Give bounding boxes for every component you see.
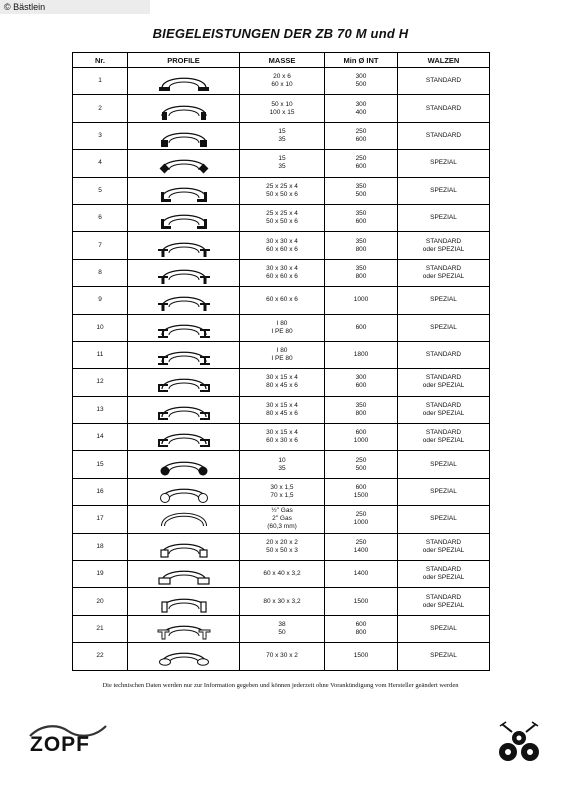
- walzen-cell: [398, 533, 490, 560]
- table-header-row: [73, 53, 490, 68]
- profile-cell: [128, 561, 240, 588]
- walzen-cell-line: STANDARD: [425, 237, 462, 245]
- min-int-cell: [325, 122, 398, 149]
- walzen-cell-line: STANDARD: [425, 77, 462, 85]
- masse-cell-line: 30 x 30 x 4: [266, 264, 298, 272]
- square-tube-icon: [153, 536, 215, 558]
- tee-profile-icon: [153, 289, 215, 311]
- profile-cell: [128, 259, 240, 286]
- min-int-cell: [325, 533, 398, 560]
- masse-cell-line: 50 x 50 x 3: [266, 546, 298, 554]
- walzen-cell-line: oder SPEZIAL: [422, 601, 465, 609]
- walzen-cell: [398, 287, 490, 314]
- channel-profile-icon: [153, 399, 215, 421]
- min-int-cell: [325, 561, 398, 588]
- masse-cell-line: 50 x 10: [271, 100, 293, 108]
- min-int-cell-line: 800: [355, 272, 367, 280]
- profile-cell: [128, 122, 240, 149]
- walzen-cell-line: STANDARD: [425, 374, 462, 382]
- walzen-cell: [398, 451, 490, 478]
- masse-cell-line: 60 x 60 x 6: [266, 245, 298, 253]
- walzen-cell: [398, 396, 490, 423]
- profile-cell: [128, 615, 240, 642]
- walzen-cell-line: SPEZIAL: [430, 186, 457, 194]
- profile-cell: [128, 478, 240, 505]
- walzen-cell: [398, 424, 490, 451]
- walzen-cell: [398, 506, 490, 533]
- walzen-cell-line: SPEZIAL: [430, 296, 457, 304]
- table-row: [73, 287, 490, 314]
- masse-cell-line: 70 x 30 x 2: [266, 652, 298, 660]
- angle-profile-icon: [153, 207, 215, 229]
- table-row: [73, 588, 490, 615]
- masse-cell: [240, 369, 325, 396]
- row-number: 12: [73, 369, 128, 396]
- table-row: [73, 95, 490, 122]
- walzen-cell-line: SPEZIAL: [430, 488, 457, 496]
- walzen-cell: [398, 259, 490, 286]
- min-int-cell: [325, 341, 398, 368]
- min-int-cell-line: 1500: [353, 492, 369, 500]
- profile-cell: [128, 396, 240, 423]
- table-row: [73, 615, 490, 642]
- tube-icon: [153, 481, 215, 503]
- profile-cell: [128, 643, 240, 670]
- walzen-cell: [398, 615, 490, 642]
- profile-cell: [128, 341, 240, 368]
- masse-cell-line: 60 x 60 x 6: [266, 272, 298, 280]
- masse-cell: [240, 204, 325, 231]
- square-bar-icon: [153, 125, 215, 147]
- walzen-cell-line: oder SPEZIAL: [422, 272, 465, 280]
- table-row: [73, 314, 490, 341]
- flat-bar-icon: [153, 70, 215, 92]
- profile-cell: [128, 204, 240, 231]
- masse-cell: [240, 68, 325, 95]
- walzen-cell-line: oder SPEZIAL: [422, 245, 465, 253]
- tee-profile-icon: [153, 235, 215, 257]
- masse-cell-line: 30 x 15 x 4: [266, 374, 298, 382]
- walzen-cell-line: oder SPEZIAL: [422, 382, 465, 390]
- masse-cell-line: 50 x 50 x 6: [266, 190, 298, 198]
- min-int-cell-line: 350: [355, 210, 367, 218]
- min-int-cell: [325, 314, 398, 341]
- masse-cell-line: I 80: [276, 347, 288, 355]
- min-int-cell-line: 600: [355, 163, 367, 171]
- profile-cell: [128, 533, 240, 560]
- table-row: [73, 232, 490, 259]
- min-int-cell-line: 350: [355, 182, 367, 190]
- masse-cell-line: 30 x 15 x 4: [266, 401, 298, 409]
- walzen-cell: [398, 68, 490, 95]
- masse-cell: [240, 615, 325, 642]
- min-int-cell: [325, 396, 398, 423]
- rect-tube-icon: [153, 563, 215, 585]
- walzen-cell-line: SPEZIAL: [430, 625, 457, 632]
- min-int-cell-line: 300: [355, 374, 367, 382]
- row-number: 14: [73, 424, 128, 451]
- min-int-cell-line: 350: [355, 237, 367, 245]
- min-int-cell-line: 250: [355, 155, 367, 163]
- min-int-cell-line: 250: [355, 511, 367, 519]
- walzen-cell: [398, 314, 490, 341]
- masse-cell: [240, 451, 325, 478]
- walzen-cell-line: oder SPEZIAL: [422, 574, 465, 582]
- min-int-cell-line: 350: [355, 401, 367, 409]
- walzen-cell: [398, 561, 490, 588]
- min-int-cell-line: 1400: [353, 546, 369, 554]
- tee-profile-icon: [153, 262, 215, 284]
- masse-cell-line: 2" Gas: [272, 515, 292, 523]
- table-row: [73, 259, 490, 286]
- masse-cell-line: 80 x 30 x 3,2: [263, 597, 301, 605]
- walzen-cell-line: STANDARD: [425, 566, 462, 574]
- table-row: [73, 204, 490, 231]
- table-row: [73, 150, 490, 177]
- table-row: [73, 68, 490, 95]
- header-walzen: WALZEN: [398, 53, 490, 68]
- row-number: 15: [73, 451, 128, 478]
- walzen-cell-line: STANDARD: [425, 429, 462, 437]
- min-int-cell-line: 250: [355, 538, 367, 546]
- profile-cell: [128, 506, 240, 533]
- walzen-cell: [398, 232, 490, 259]
- row-number: 3: [73, 122, 128, 149]
- row-number: 21: [73, 615, 128, 642]
- masse-cell: [240, 533, 325, 560]
- profile-cell: [128, 150, 240, 177]
- walzen-cell-line: STANDARD: [425, 538, 462, 546]
- walzen-cell-line: oder SPEZIAL: [422, 546, 465, 554]
- masse-cell-line: 80 x 45 x 6: [266, 382, 298, 390]
- masse-cell: [240, 259, 325, 286]
- masse-cell-line: 100 x 15: [269, 108, 295, 116]
- profile-cell: [128, 424, 240, 451]
- row-number: 10: [73, 314, 128, 341]
- masse-cell: [240, 561, 325, 588]
- masse-cell-line: 60 x 30 x 6: [266, 437, 298, 445]
- walzen-cell: [398, 369, 490, 396]
- masse-cell-line: 35: [278, 135, 286, 143]
- walzen-cell-line: SPEZIAL: [430, 515, 457, 523]
- min-int-cell-line: 300: [355, 73, 367, 81]
- oval-tube-icon: [153, 645, 215, 667]
- min-int-cell: [325, 150, 398, 177]
- table-row: [73, 177, 490, 204]
- masse-cell: [240, 341, 325, 368]
- walzen-cell-line: oder SPEZIAL: [422, 409, 465, 417]
- walzen-cell: [398, 588, 490, 615]
- page-title: BIEGELEISTUNGEN DER ZB 70 M und H: [152, 26, 409, 41]
- profile-cell: [128, 95, 240, 122]
- masse-cell: [240, 424, 325, 451]
- profile-cell: [128, 68, 240, 95]
- masse-cell: [240, 95, 325, 122]
- walzen-cell-line: SPEZIAL: [430, 159, 457, 167]
- masse-cell-line: 60 x 10: [271, 81, 293, 89]
- channel-profile-icon: [153, 371, 215, 393]
- walzen-cell-line: SPEZIAL: [430, 323, 457, 331]
- profile-cell: [128, 451, 240, 478]
- masse-cell-line: 15: [278, 127, 286, 135]
- min-int-cell: [325, 204, 398, 231]
- min-int-cell-line: 300: [355, 100, 367, 108]
- masse-cell: [240, 122, 325, 149]
- masse-cell-line: 30 x 1,5: [270, 484, 294, 492]
- min-int-cell: [325, 232, 398, 259]
- angle-profile-icon: [153, 180, 215, 202]
- row-number: 8: [73, 259, 128, 286]
- row-number: 2: [73, 95, 128, 122]
- row-number: 6: [73, 204, 128, 231]
- min-int-cell-line: 800: [355, 409, 367, 417]
- min-int-cell-line: 600: [355, 218, 367, 226]
- min-int-cell-line: 1000: [353, 296, 369, 304]
- profile-cell: [128, 177, 240, 204]
- min-int-cell-line: 1000: [353, 519, 369, 527]
- min-int-cell: [325, 287, 398, 314]
- walzen-cell-line: STANDARD: [425, 131, 462, 139]
- machine-emblem-icon: [496, 718, 542, 764]
- row-number: 5: [73, 177, 128, 204]
- min-int-cell-line: 1500: [353, 597, 369, 605]
- min-int-cell-line: 350: [355, 264, 367, 272]
- row-number: 13: [73, 396, 128, 423]
- min-int-cell-line: 800: [355, 629, 367, 636]
- min-int-cell: [325, 369, 398, 396]
- masse-cell: [240, 177, 325, 204]
- min-int-cell: [325, 478, 398, 505]
- walzen-cell: [398, 122, 490, 149]
- walzen-cell: [398, 204, 490, 231]
- table-row: [73, 341, 490, 368]
- masse-cell-line: 50: [278, 629, 286, 636]
- walzen-cell-line: oder SPEZIAL: [422, 437, 465, 445]
- table-row: [73, 533, 490, 560]
- masse-cell: [240, 643, 325, 670]
- bending-capacity-table: [72, 52, 490, 671]
- rect-tube-edgewise-icon: [153, 591, 215, 613]
- masse-cell-line: 35: [278, 163, 286, 171]
- min-int-cell-line: 1800: [353, 351, 369, 359]
- masse-cell-line: 80 x 45 x 6: [266, 409, 298, 417]
- min-int-cell-line: 600: [355, 135, 367, 143]
- min-int-cell-line: 500: [355, 464, 367, 472]
- profile-cell: [128, 232, 240, 259]
- row-number: 11: [73, 341, 128, 368]
- i-beam-icon: [153, 317, 215, 339]
- header-min-int: Min Ø INT: [325, 53, 398, 68]
- channel-profile-icon: [153, 426, 215, 448]
- masse-cell-line: 20 x 20 x 2: [266, 538, 298, 546]
- masse-cell-line: ½" Gas: [271, 507, 293, 515]
- row-number: 4: [73, 150, 128, 177]
- profile-cell: [128, 314, 240, 341]
- round-bar-icon: [153, 454, 215, 476]
- masse-cell-line: 60 x 40 x 3,2: [263, 570, 301, 578]
- header-nr: Nr.: [73, 53, 128, 68]
- min-int-cell-line: 600: [355, 429, 367, 437]
- row-number: 20: [73, 588, 128, 615]
- t-profile-icon: [153, 618, 215, 640]
- brand-logo: ZOPF: [30, 733, 90, 756]
- min-int-cell-line: 1500: [353, 652, 369, 660]
- profile-cell: [128, 287, 240, 314]
- min-int-cell-line: 400: [355, 108, 367, 116]
- min-int-cell-line: 500: [355, 81, 367, 89]
- masse-cell-line: 70 x 1,5: [270, 492, 294, 500]
- min-int-cell: [325, 451, 398, 478]
- min-int-cell-line: 250: [355, 456, 367, 464]
- header-masse: MASSE: [240, 53, 325, 68]
- min-int-cell: [325, 177, 398, 204]
- masse-cell-line: I PE 80: [271, 355, 293, 363]
- min-int-cell: [325, 643, 398, 670]
- min-int-cell: [325, 95, 398, 122]
- walzen-cell: [398, 150, 490, 177]
- masse-cell-line: (60,3 mm): [267, 523, 297, 531]
- table-row: [73, 122, 490, 149]
- table-row: [73, 396, 490, 423]
- pipe-ring-icon: [153, 508, 215, 530]
- walzen-cell-line: STANDARD: [425, 593, 462, 601]
- table-row: [73, 561, 490, 588]
- walzen-cell-line: SPEZIAL: [430, 652, 457, 660]
- min-int-cell-line: 600: [355, 382, 367, 390]
- i-beam-icon: [153, 344, 215, 366]
- watermark: © Bästlein: [0, 0, 150, 14]
- masse-cell-line: I PE 80: [271, 327, 293, 335]
- disclaimer-footer: Die technischen Daten werden nur zur Information gegeben und können jederzeit ohne Vorankündigung vom Hersteller geändert werden: [102, 682, 459, 689]
- masse-cell-line: 25 x 25 x 4: [266, 182, 298, 190]
- square-diagonal-icon: [153, 152, 215, 174]
- row-number: 16: [73, 478, 128, 505]
- header-profile: PROFILE: [128, 53, 240, 68]
- min-int-cell: [325, 424, 398, 451]
- masse-cell: [240, 150, 325, 177]
- min-int-cell-line: 1000: [353, 437, 369, 445]
- masse-cell-line: 10: [278, 456, 286, 464]
- masse-cell-line: 60 x 60 x 6: [266, 296, 298, 304]
- masse-cell: [240, 232, 325, 259]
- min-int-cell: [325, 68, 398, 95]
- masse-cell: [240, 314, 325, 341]
- table-row: [73, 506, 490, 533]
- masse-cell-line: 20 x 6: [273, 73, 291, 81]
- walzen-cell-line: STANDARD: [425, 104, 462, 112]
- walzen-cell-line: STANDARD: [425, 401, 462, 409]
- row-number: 7: [73, 232, 128, 259]
- masse-cell-line: 50 x 50 x 6: [266, 218, 298, 226]
- min-int-cell-line: 1400: [353, 570, 369, 578]
- min-int-cell: [325, 506, 398, 533]
- masse-cell-line: 30 x 15 x 4: [266, 429, 298, 437]
- masse-cell-line: 38: [278, 621, 286, 628]
- table-row: [73, 451, 490, 478]
- masse-cell: [240, 396, 325, 423]
- walzen-cell-line: STANDARD: [425, 351, 462, 359]
- row-number: 22: [73, 643, 128, 670]
- min-int-cell-line: 600: [355, 323, 367, 331]
- masse-cell-line: 15: [278, 155, 286, 163]
- masse-cell-line: 25 x 25 x 4: [266, 210, 298, 218]
- table-row: [73, 643, 490, 670]
- walzen-cell-line: SPEZIAL: [430, 460, 457, 468]
- row-number: 1: [73, 68, 128, 95]
- min-int-cell-line: 600: [355, 621, 367, 628]
- walzen-cell: [398, 95, 490, 122]
- min-int-cell: [325, 259, 398, 286]
- row-number: 17: [73, 506, 128, 533]
- min-int-cell-line: 800: [355, 245, 367, 253]
- masse-cell: [240, 287, 325, 314]
- walzen-cell: [398, 177, 490, 204]
- min-int-cell-line: 600: [355, 484, 367, 492]
- min-int-cell-line: 500: [355, 190, 367, 198]
- masse-cell: [240, 478, 325, 505]
- table-row: [73, 478, 490, 505]
- min-int-cell: [325, 615, 398, 642]
- table-row: [73, 424, 490, 451]
- masse-cell: [240, 506, 325, 533]
- table-row: [73, 369, 490, 396]
- row-number: 9: [73, 287, 128, 314]
- masse-cell-line: 30 x 30 x 4: [266, 237, 298, 245]
- row-number: 19: [73, 561, 128, 588]
- profile-cell: [128, 588, 240, 615]
- walzen-cell-line: STANDARD: [425, 264, 462, 272]
- min-int-cell: [325, 588, 398, 615]
- walzen-cell-line: SPEZIAL: [430, 214, 457, 222]
- row-number: 18: [73, 533, 128, 560]
- masse-cell-line: 35: [278, 464, 286, 472]
- flat-bar-edgewise-icon: [153, 98, 215, 120]
- min-int-cell-line: 250: [355, 127, 367, 135]
- masse-cell-line: I 80: [276, 319, 288, 327]
- masse-cell: [240, 588, 325, 615]
- walzen-cell: [398, 643, 490, 670]
- profile-cell: [128, 369, 240, 396]
- walzen-cell: [398, 341, 490, 368]
- walzen-cell: [398, 478, 490, 505]
